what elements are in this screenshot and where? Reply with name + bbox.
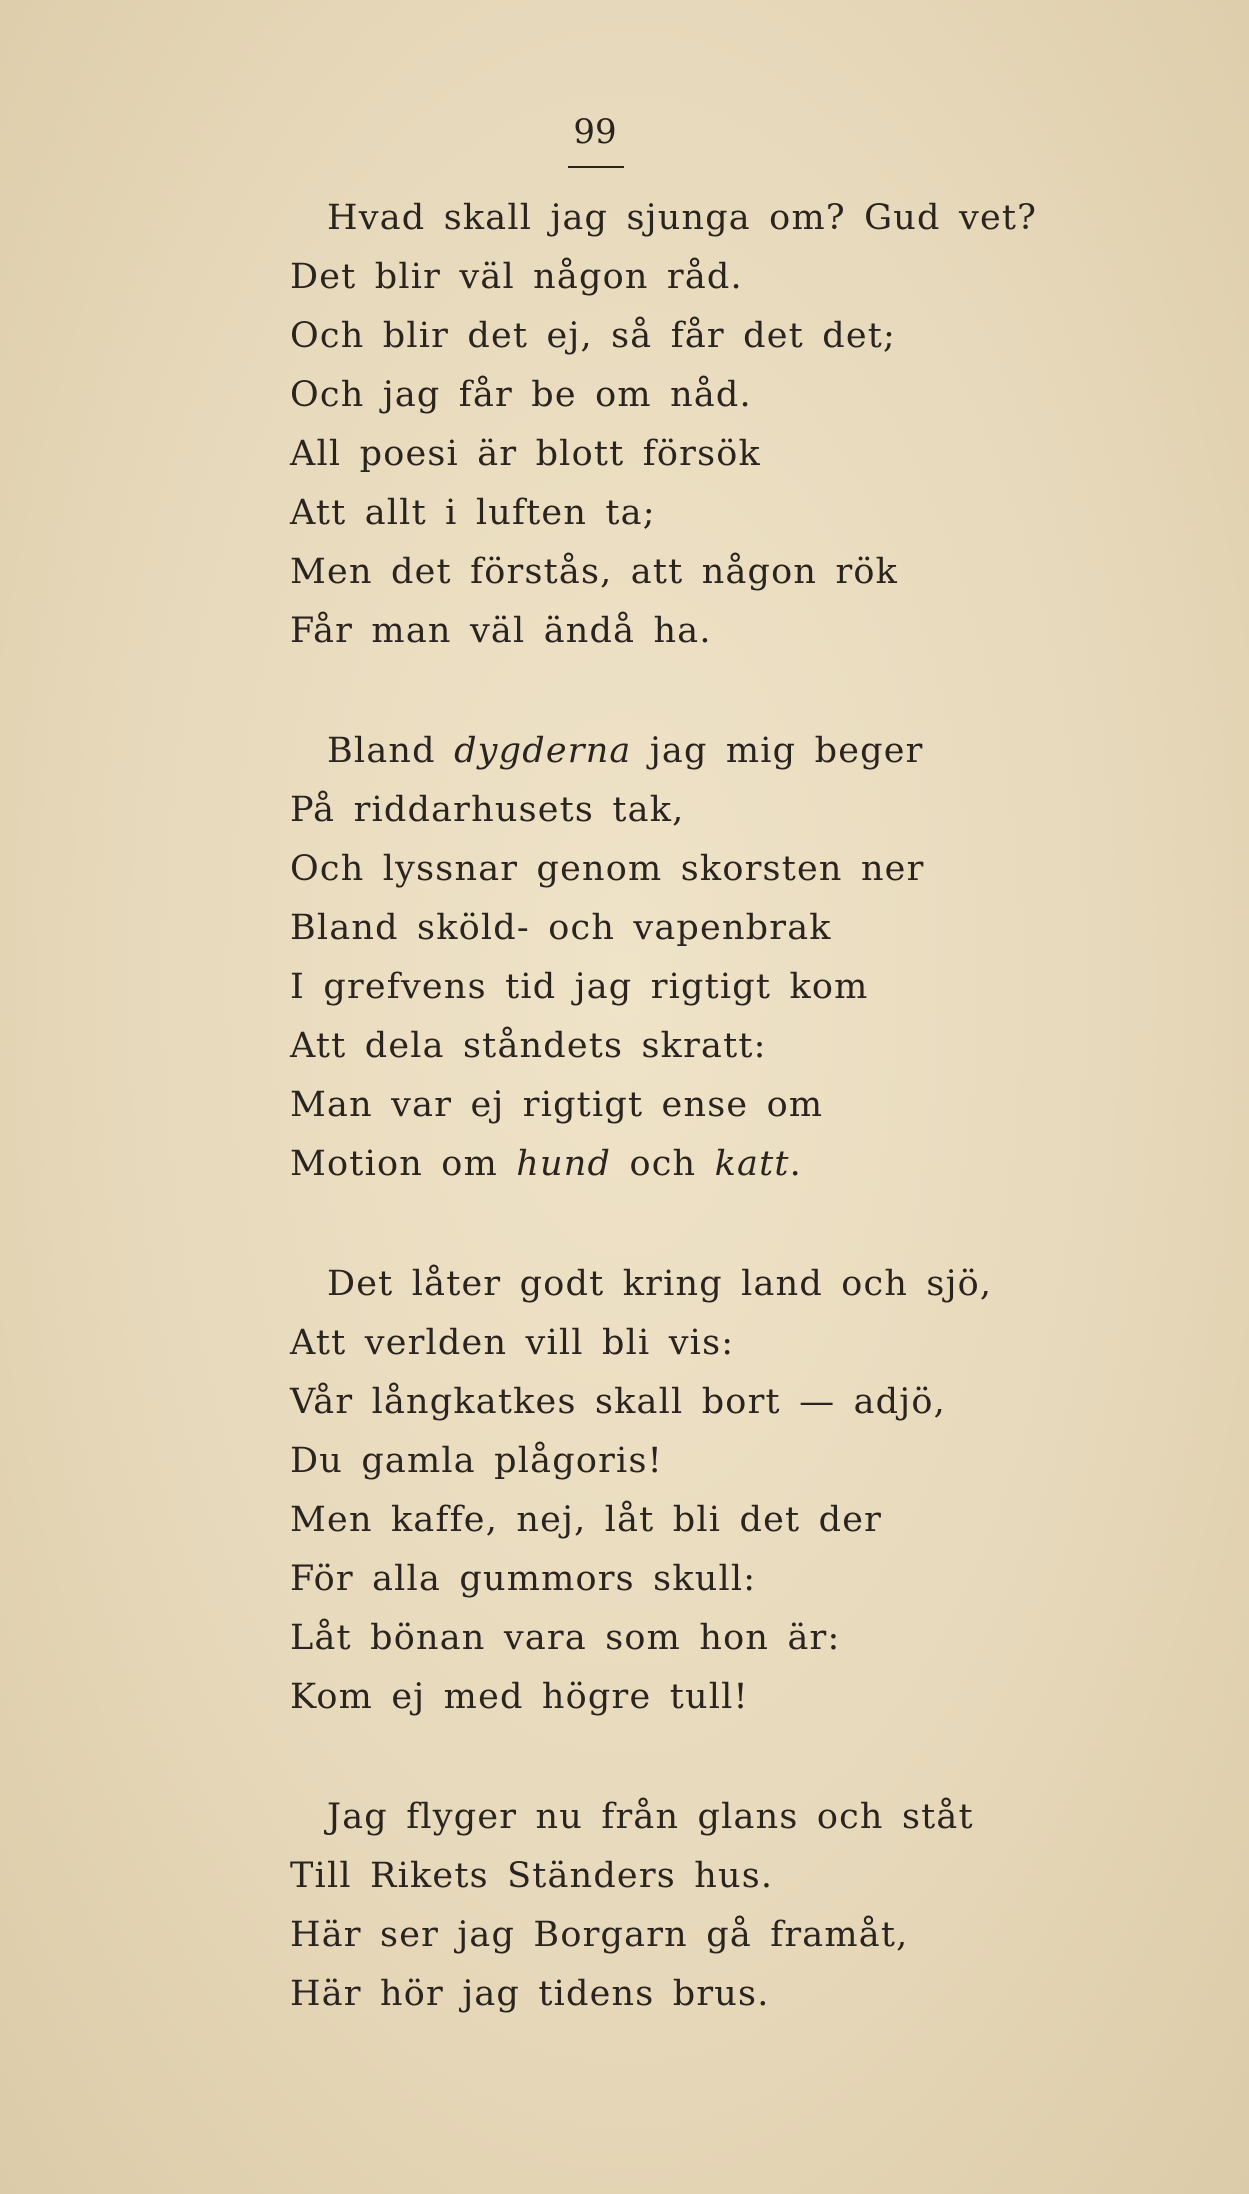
poem-line: Och jag får be om nåd.: [290, 375, 752, 415]
poem-line: Men kaffe, nej, låt bli det der: [290, 1500, 883, 1540]
poem-line: Hvad skall jag sjunga om? Gud vet?: [327, 198, 1038, 238]
poem-text: .: [789, 1144, 802, 1184]
page-number-rule: [568, 166, 624, 168]
poem-line: All poesi är blott försök: [290, 434, 761, 474]
poem-line: Här hör jag tidens brus.: [290, 1974, 770, 2014]
poem-line: Här ser jag Borgarn gå framåt,: [290, 1915, 909, 1955]
poem-line: Och lyssnar genom skorsten ner: [290, 849, 925, 889]
poem-line: Bland sköld- och vapenbrak: [290, 908, 832, 948]
italic-word: katt: [714, 1144, 790, 1184]
poem-line: I grefvens tid jag rigtigt kom: [290, 967, 869, 1007]
italic-word: hund: [516, 1144, 612, 1184]
poem-line: För alla gummors skull:: [290, 1559, 757, 1599]
poem-line: Du gamla plågoris!: [290, 1441, 663, 1481]
poem-line: Till Rikets Ständers hus.: [290, 1856, 774, 1896]
poem-line: Att allt i luften ta;: [290, 493, 656, 533]
page-number: 99: [573, 112, 617, 152]
poem-line: Vår långkatkes skall bort — adjö,: [290, 1382, 946, 1422]
poem-line: På riddarhusets tak,: [290, 790, 685, 830]
poem-line: Och blir det ej, så får det det;: [290, 316, 897, 356]
poem-line: Det låter godt kring land och sjö,: [327, 1264, 993, 1304]
italic-word: dygderna: [454, 731, 632, 771]
poem-line: Det blir väl någon råd.: [290, 257, 743, 297]
poem-text: Bland: [327, 731, 455, 771]
poem-line: Men det förstås, att någon rök: [290, 552, 899, 592]
poem-line: Får man väl ändå ha.: [290, 611, 712, 651]
poem-line: [327, 729, 924, 773]
poem-line: Kom ej med högre tull!: [290, 1677, 749, 1717]
poem-line: Att verlden vill bli vis:: [290, 1323, 735, 1363]
poem-text: jag mig beger: [631, 731, 924, 771]
poem-line: Man var ej rigtigt ense om: [290, 1085, 824, 1125]
poem-line: [290, 1142, 802, 1186]
poem-line: Låt bönan vara som hon är:: [290, 1618, 841, 1658]
poem-line: Att dela ståndets skratt:: [290, 1026, 767, 1066]
poem-line: Jag flyger nu från glans och ståt: [327, 1797, 974, 1837]
poem-text: och: [611, 1144, 715, 1184]
poem-text: Motion om: [290, 1144, 517, 1184]
